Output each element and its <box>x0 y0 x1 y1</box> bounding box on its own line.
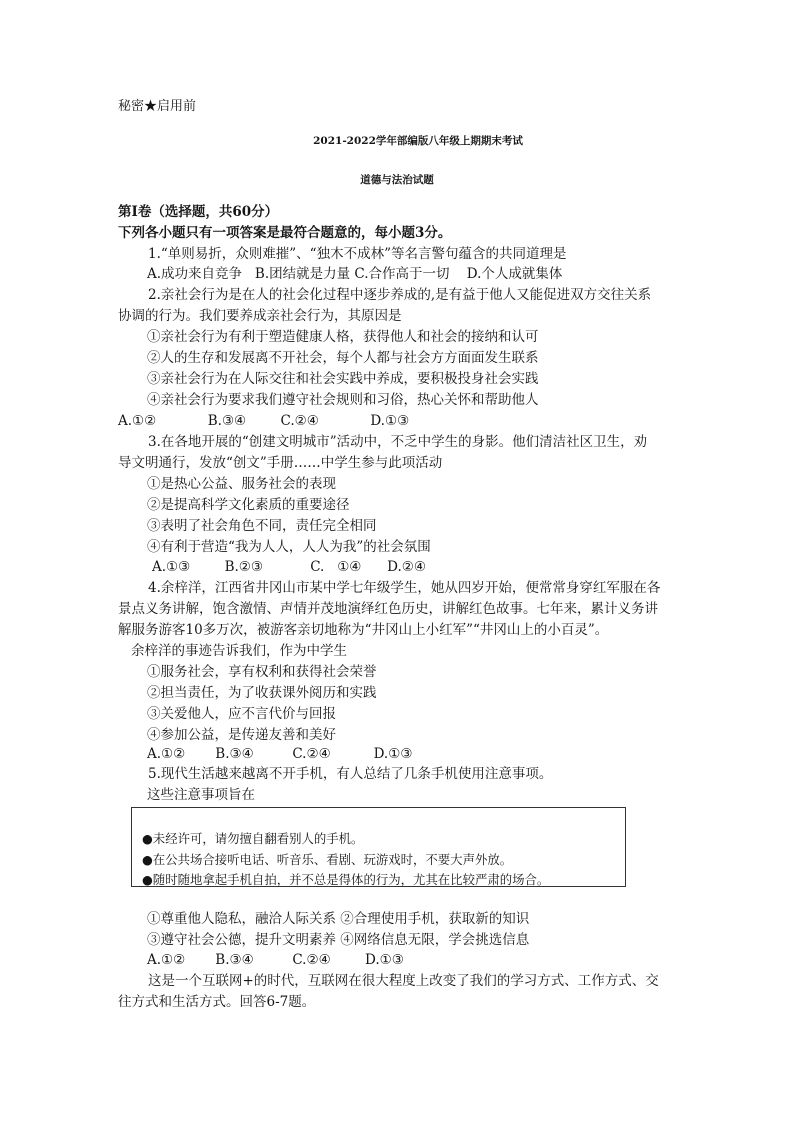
intro-6-7-line1: 这是一个互联网+的时代，互联网在很大程度上改变了我们的学习方式、工作方式、交 <box>148 973 659 989</box>
q5-options: A.①② B.③④ C.②④ D.①③ <box>147 952 404 968</box>
q4-item1: ①服务社会，享有权利和获得社会荣誉 <box>147 664 377 680</box>
q3-item1: ①是热心公益、服务社会的表现 <box>147 476 336 492</box>
q3-stem-line2: 导文明通行，发放“创文”手册……中学生参与此项活动 <box>118 455 443 471</box>
exam-title: 2021-2022学年部编版八年级上期期末考试 <box>313 135 523 147</box>
box-item: ●未经许可，请勿擅自翻看别人的手机。 <box>142 831 364 846</box>
q2-item3: ③亲社会行为在人际交往和社会实践中养成，要积极投身社会实践 <box>147 371 539 387</box>
secret-mark: 秘密★启用前 <box>118 99 197 114</box>
q3-item3: ③表明了社会角色不同，责任完全相同 <box>147 518 377 534</box>
q2-options: A.①② B.③④ C.②④ D.①③ <box>118 413 410 429</box>
q5-stem-line1: 5.现代生活越来越离不开手机，有人总结了几条手机使用注意事项。 <box>148 766 553 782</box>
q2-stem-line2: 协调的行为。我们要养成亲社会行为，其原因是 <box>118 308 402 324</box>
q3-item2: ②是提高科学文化素质的重要途径 <box>147 497 350 513</box>
box-item: ●随时随地拿起手机自拍，并不总是得体的行为，尤其在比较严肃的场合。 <box>142 872 550 887</box>
q4-stem-line3: 解服务游客10多万次，被游客亲切地称为“井冈山上小红军”“井冈山上的小百灵”。 <box>118 622 609 638</box>
q2-item4: ④亲社会行为要求我们遵守社会规则和习俗，热心关怀和帮助他人 <box>147 392 539 408</box>
q2-item1: ①亲社会行为有利于塑造健康人格，获得他人和社会的接纳和认可 <box>147 329 539 345</box>
q5-items-12: ①尊重他人隐私，融洽人际关系 ②合理使用手机，获取新的知识 <box>147 911 530 927</box>
section-heading: 第Ⅰ卷（选择题，共60分） <box>118 204 279 220</box>
q1-stem: 1.“单则易折，众则难摧”、“独木不成林”等名言警句蕴含的共同道理是 <box>148 246 567 262</box>
q4-item3: ③关爱他人，应不言代价与回报 <box>147 706 336 722</box>
intro-6-7-line2: 往方式和生活方式。回答6-7题。 <box>118 994 316 1010</box>
q3-options: A.①③ B.②③ C. ①④ D.②④ <box>152 559 427 575</box>
q3-item4: ④有利于营造“我为人人，人人为我”的社会氛围 <box>147 539 431 555</box>
q4-stem-line4: 余梓洋的事迹告诉我们，作为中学生 <box>131 643 347 659</box>
q1-options: A.成功来自竞争 B.团结就是力量 C.合作高于一切 D.个人成就集体 <box>147 266 563 282</box>
q4-item4: ④参加公益，是传递友善和美好 <box>147 727 336 743</box>
q3-stem-line1: 3.在各地开展的“创建文明城市”活动中，不乏中学生的身影。他们清洁社区卫生，劝 <box>148 434 648 450</box>
box-item: ●在公共场合接听电话、听音乐、看剧、玩游戏时，不要大声外放。 <box>142 852 513 867</box>
phone-etiquette-box <box>131 807 626 887</box>
q4-stem-line1: 4.余梓洋，江西省井冈山市某中学七年级学生，她从四岁开始，便常常身穿红军服在各 <box>148 580 661 596</box>
q4-item2: ②担当责任，为了收获课外阅历和实践 <box>147 685 377 701</box>
exam-subject-title: 道德与法治试题 <box>360 174 434 186</box>
q4-stem-line2: 景点义务讲解，饱含激情、声情并茂地演绎红色历史，讲解红色故事。七年来，累计义务讲 <box>118 601 658 617</box>
q5-stem-line2: 这些注意事项旨在 <box>147 787 255 803</box>
q4-options: A.①② B.③④ C.②④ D.①③ <box>147 746 413 762</box>
section-instruction: 下列各小题只有一项答案是最符合题意的，每小题3分。 <box>118 225 452 241</box>
q2-stem-line1: 2.亲社会行为是在人的社会化过程中逐步养成的,是有益于他人又能促进双方交往关系 <box>148 287 652 303</box>
q5-items-34: ③遵守社会公德，提升文明素养 ④网络信息无限，学会挑选信息 <box>147 932 530 948</box>
q2-item2: ②人的生存和发展离不开社会，每个人都与社会方方面面发生联系 <box>147 350 539 366</box>
